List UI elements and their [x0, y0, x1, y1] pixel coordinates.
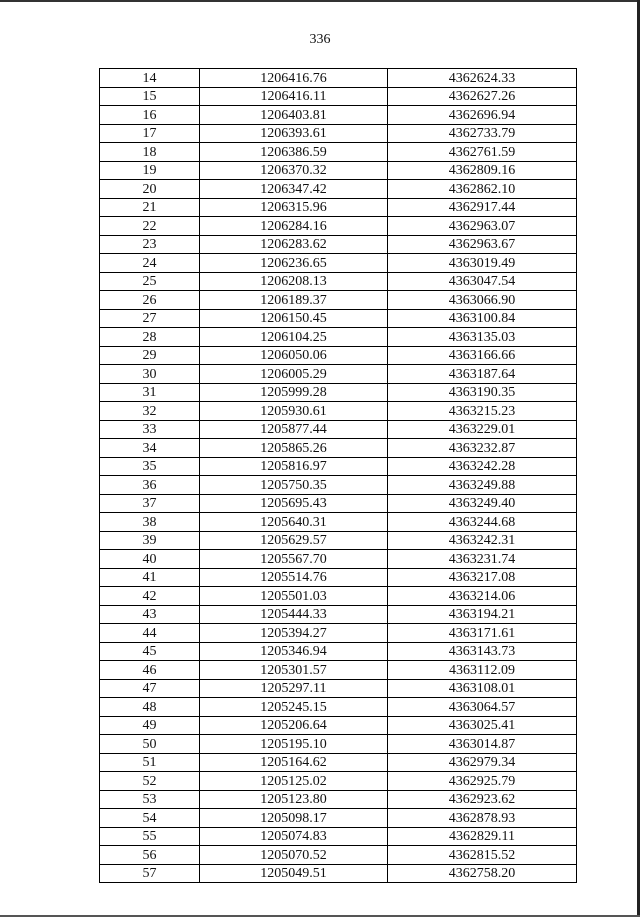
table-row — [100, 550, 577, 569]
y-coordinate-cell: 4362761.59 — [388, 143, 577, 162]
point-number-cell: 28 — [100, 328, 200, 347]
point-number-cell: 46 — [100, 661, 200, 680]
y-coordinate-cell: 4362627.26 — [388, 87, 577, 106]
point-number-cell: 18 — [100, 143, 200, 162]
y-coordinate-cell: 4363242.28 — [388, 457, 577, 476]
y-coordinate-cell: 4363014.87 — [388, 735, 577, 754]
y-coordinate-cell: 4363025.41 — [388, 716, 577, 735]
y-coordinate-cell: 4363249.88 — [388, 476, 577, 495]
y-coordinate-cell: 4363166.66 — [388, 346, 577, 365]
table-row — [100, 790, 577, 809]
x-coordinate-cell: 1205098.17 — [200, 809, 388, 828]
point-number-cell: 54 — [100, 809, 200, 828]
x-coordinate-cell: 1205514.76 — [200, 568, 388, 587]
y-coordinate-cell: 4362829.11 — [388, 827, 577, 846]
x-coordinate-cell: 1206104.25 — [200, 328, 388, 347]
x-coordinate-cell: 1205877.44 — [200, 420, 388, 439]
point-number-cell: 43 — [100, 605, 200, 624]
y-coordinate-cell: 4363066.90 — [388, 291, 577, 310]
table-row — [100, 180, 577, 199]
x-coordinate-cell: 1206347.42 — [200, 180, 388, 199]
table-row — [100, 846, 577, 865]
x-coordinate-cell: 1205567.70 — [200, 550, 388, 569]
point-number-cell: 24 — [100, 254, 200, 273]
point-number-cell: 41 — [100, 568, 200, 587]
x-coordinate-cell: 1205695.43 — [200, 494, 388, 513]
table-row — [100, 69, 577, 88]
x-coordinate-cell: 1205074.83 — [200, 827, 388, 846]
table-row — [100, 661, 577, 680]
page-number: 336 — [309, 32, 331, 47]
point-number-cell: 42 — [100, 587, 200, 606]
x-coordinate-cell: 1205195.10 — [200, 735, 388, 754]
point-number-cell: 56 — [100, 846, 200, 865]
table-row — [100, 272, 577, 291]
scan-edge-top — [0, 0, 640, 2]
table-row — [100, 698, 577, 717]
y-coordinate-cell: 4363249.40 — [388, 494, 577, 513]
table-row — [100, 254, 577, 273]
x-coordinate-cell: 1205930.61 — [200, 402, 388, 421]
point-number-cell: 19 — [100, 161, 200, 180]
x-coordinate-cell: 1206403.81 — [200, 106, 388, 125]
x-coordinate-cell: 1205629.57 — [200, 531, 388, 550]
y-coordinate-cell: 4362815.52 — [388, 846, 577, 865]
point-number-cell: 39 — [100, 531, 200, 550]
table-row — [100, 124, 577, 143]
point-number-cell: 23 — [100, 235, 200, 254]
table-row — [100, 235, 577, 254]
y-coordinate-cell: 4362925.79 — [388, 772, 577, 791]
x-coordinate-cell: 1206416.76 — [200, 69, 388, 88]
y-coordinate-cell: 4362696.94 — [388, 106, 577, 125]
x-coordinate-cell: 1205301.57 — [200, 661, 388, 680]
y-coordinate-cell: 4363190.35 — [388, 383, 577, 402]
table-row — [100, 735, 577, 754]
point-number-cell: 55 — [100, 827, 200, 846]
table-row — [100, 309, 577, 328]
y-coordinate-cell: 4362963.67 — [388, 235, 577, 254]
y-coordinate-cell: 4362963.07 — [388, 217, 577, 236]
table-row — [100, 106, 577, 125]
x-coordinate-cell: 1205640.31 — [200, 513, 388, 532]
coordinates-table — [99, 68, 577, 883]
point-number-cell: 27 — [100, 309, 200, 328]
table-row — [100, 494, 577, 513]
point-number-cell: 45 — [100, 642, 200, 661]
point-number-cell: 21 — [100, 198, 200, 217]
table-row — [100, 457, 577, 476]
y-coordinate-cell: 4363171.61 — [388, 624, 577, 643]
x-coordinate-cell: 1205297.11 — [200, 679, 388, 698]
point-number-cell: 20 — [100, 180, 200, 199]
x-coordinate-cell: 1206283.62 — [200, 235, 388, 254]
point-number-cell: 22 — [100, 217, 200, 236]
table-row — [100, 328, 577, 347]
point-number-cell: 33 — [100, 420, 200, 439]
table-row — [100, 439, 577, 458]
table-row — [100, 624, 577, 643]
x-coordinate-cell: 1206236.65 — [200, 254, 388, 273]
x-coordinate-cell: 1206189.37 — [200, 291, 388, 310]
x-coordinate-cell: 1205394.27 — [200, 624, 388, 643]
x-coordinate-cell: 1205245.15 — [200, 698, 388, 717]
point-number-cell: 16 — [100, 106, 200, 125]
y-coordinate-cell: 4363019.49 — [388, 254, 577, 273]
y-coordinate-cell: 4363244.68 — [388, 513, 577, 532]
x-coordinate-cell: 1206416.11 — [200, 87, 388, 106]
point-number-cell: 35 — [100, 457, 200, 476]
x-coordinate-cell: 1206284.16 — [200, 217, 388, 236]
x-coordinate-cell: 1206050.06 — [200, 346, 388, 365]
y-coordinate-cell: 4362878.93 — [388, 809, 577, 828]
point-number-cell: 29 — [100, 346, 200, 365]
x-coordinate-cell: 1205049.51 — [200, 864, 388, 883]
x-coordinate-cell: 1206005.29 — [200, 365, 388, 384]
x-coordinate-cell: 1206150.45 — [200, 309, 388, 328]
point-number-cell: 44 — [100, 624, 200, 643]
table-row — [100, 291, 577, 310]
y-coordinate-cell: 4362758.20 — [388, 864, 577, 883]
table-row — [100, 827, 577, 846]
point-number-cell: 34 — [100, 439, 200, 458]
table-row — [100, 476, 577, 495]
y-coordinate-cell: 4363194.21 — [388, 605, 577, 624]
point-number-cell: 15 — [100, 87, 200, 106]
point-number-cell: 53 — [100, 790, 200, 809]
point-number-cell: 51 — [100, 753, 200, 772]
table-row — [100, 346, 577, 365]
x-coordinate-cell: 1205164.62 — [200, 753, 388, 772]
point-number-cell: 48 — [100, 698, 200, 717]
table-row — [100, 198, 577, 217]
y-coordinate-cell: 4363143.73 — [388, 642, 577, 661]
y-coordinate-cell: 4363064.57 — [388, 698, 577, 717]
y-coordinate-cell: 4363229.01 — [388, 420, 577, 439]
table-row — [100, 531, 577, 550]
point-number-cell: 26 — [100, 291, 200, 310]
point-number-cell: 38 — [100, 513, 200, 532]
table-row — [100, 772, 577, 791]
table-row — [100, 383, 577, 402]
table-row — [100, 864, 577, 883]
point-number-cell: 37 — [100, 494, 200, 513]
x-coordinate-cell: 1206370.32 — [200, 161, 388, 180]
table-row — [100, 217, 577, 236]
y-coordinate-cell: 4363232.87 — [388, 439, 577, 458]
x-coordinate-cell: 1205070.52 — [200, 846, 388, 865]
y-coordinate-cell: 4362733.79 — [388, 124, 577, 143]
table-row — [100, 143, 577, 162]
x-coordinate-cell: 1205750.35 — [200, 476, 388, 495]
x-coordinate-cell: 1205865.26 — [200, 439, 388, 458]
x-coordinate-cell: 1205816.97 — [200, 457, 388, 476]
y-coordinate-cell: 4362979.34 — [388, 753, 577, 772]
x-coordinate-cell: 1205206.64 — [200, 716, 388, 735]
table-row — [100, 753, 577, 772]
x-coordinate-cell: 1206393.61 — [200, 124, 388, 143]
table-row — [100, 587, 577, 606]
point-number-cell: 17 — [100, 124, 200, 143]
y-coordinate-cell: 4362809.16 — [388, 161, 577, 180]
table-row — [100, 605, 577, 624]
table-row — [100, 809, 577, 828]
x-coordinate-cell: 1206386.59 — [200, 143, 388, 162]
x-coordinate-cell: 1205501.03 — [200, 587, 388, 606]
x-coordinate-cell: 1205444.33 — [200, 605, 388, 624]
point-number-cell: 52 — [100, 772, 200, 791]
point-number-cell: 14 — [100, 69, 200, 88]
x-coordinate-cell: 1205123.80 — [200, 790, 388, 809]
x-coordinate-cell: 1205346.94 — [200, 642, 388, 661]
point-number-cell: 36 — [100, 476, 200, 495]
point-number-cell: 57 — [100, 864, 200, 883]
table-row — [100, 365, 577, 384]
y-coordinate-cell: 4363215.23 — [388, 402, 577, 421]
table-row — [100, 642, 577, 661]
y-coordinate-cell: 4363100.84 — [388, 309, 577, 328]
table-row — [100, 420, 577, 439]
x-coordinate-cell: 1205125.02 — [200, 772, 388, 791]
point-number-cell: 31 — [100, 383, 200, 402]
table-row — [100, 679, 577, 698]
coordinates-table-body — [100, 69, 577, 883]
x-coordinate-cell: 1206208.13 — [200, 272, 388, 291]
point-number-cell: 32 — [100, 402, 200, 421]
table-row — [100, 402, 577, 421]
point-number-cell: 49 — [100, 716, 200, 735]
y-coordinate-cell: 4362923.62 — [388, 790, 577, 809]
y-coordinate-cell: 4363047.54 — [388, 272, 577, 291]
x-coordinate-cell: 1206315.96 — [200, 198, 388, 217]
point-number-cell: 47 — [100, 679, 200, 698]
point-number-cell: 30 — [100, 365, 200, 384]
table-row — [100, 87, 577, 106]
y-coordinate-cell: 4363231.74 — [388, 550, 577, 569]
x-coordinate-cell: 1205999.28 — [200, 383, 388, 402]
table-row — [100, 568, 577, 587]
point-number-cell: 40 — [100, 550, 200, 569]
y-coordinate-cell: 4363135.03 — [388, 328, 577, 347]
point-number-cell: 25 — [100, 272, 200, 291]
table-row — [100, 716, 577, 735]
y-coordinate-cell: 4362624.33 — [388, 69, 577, 88]
y-coordinate-cell: 4362917.44 — [388, 198, 577, 217]
table-row — [100, 513, 577, 532]
y-coordinate-cell: 4363112.09 — [388, 661, 577, 680]
y-coordinate-cell: 4363217.08 — [388, 568, 577, 587]
y-coordinate-cell: 4363187.64 — [388, 365, 577, 384]
y-coordinate-cell: 4363108.01 — [388, 679, 577, 698]
y-coordinate-cell: 4363242.31 — [388, 531, 577, 550]
y-coordinate-cell: 4363214.06 — [388, 587, 577, 606]
point-number-cell: 50 — [100, 735, 200, 754]
table-row — [100, 161, 577, 180]
y-coordinate-cell: 4362862.10 — [388, 180, 577, 199]
